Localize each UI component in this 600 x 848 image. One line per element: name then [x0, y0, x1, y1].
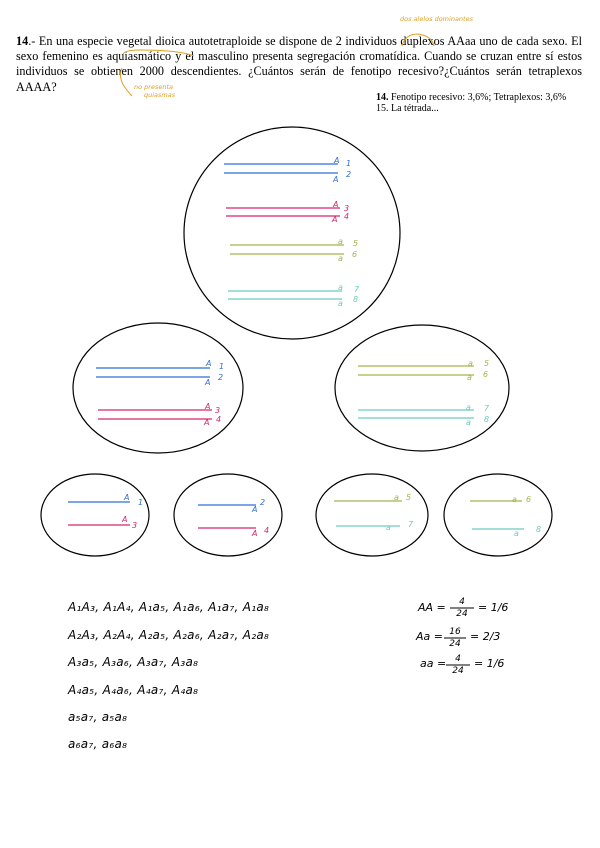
label-num: 2 [346, 170, 352, 179]
label-allele: a [338, 254, 343, 263]
big-cell-chromatids [224, 164, 344, 299]
label-num: 8 [484, 415, 490, 424]
label-num: 2 [260, 498, 266, 507]
answer-number: 14. [376, 92, 389, 103]
label-num: 6 [526, 495, 532, 504]
big-cell-labels [331, 156, 360, 308]
annotation-curve-left [120, 68, 132, 96]
freq-result-aa: = 1/6 [478, 601, 509, 614]
label-allele: a [338, 283, 343, 292]
label-num: 8 [536, 525, 542, 534]
answer-text: Fenotipo recesivo: 3,6%; Tetraplexos: 3,6% [388, 92, 567, 103]
label-allele: A [205, 378, 211, 387]
problem-text-2: y el masculino presenta segregación cromatídica. Cuando se cruzan entre sí estos individuos se obtienen 2000 descendientes. ¿Cuántos serán de fenotipo recesivo?¿Cuántos serán tetraplexos AAAA? [16, 49, 582, 94]
label-num: 1 [138, 498, 144, 507]
label-num: 7 [354, 285, 360, 294]
mid-left-chromatids [96, 368, 212, 419]
combination-row: a₅a₇, a₅a₈ [68, 710, 128, 724]
label-num: 6 [352, 250, 358, 259]
label-num: 3 [344, 204, 350, 213]
label-allele: a [466, 403, 471, 412]
label-num: 7 [408, 520, 414, 529]
annotation-top: dos alelos dominantes [400, 15, 473, 23]
freq-num-rec: 4 [455, 654, 461, 664]
combination-row: A₂A₃, A₂A₄, A₂a₅, A₂a₆, A₂a₇, A₂a₈ [68, 628, 270, 642]
mid-left-labels [203, 359, 224, 427]
label-allele: A [334, 156, 340, 165]
gamete-cell-3 [316, 474, 428, 556]
freq-label-het: Aa = [416, 630, 443, 643]
label-num: 7 [484, 404, 490, 413]
freq-result-rec: = 1/6 [474, 657, 505, 670]
annotation-underline [123, 50, 194, 56]
label-allele: a [514, 529, 519, 538]
gamete-cell-2 [174, 474, 282, 556]
label-num: 3 [132, 521, 138, 530]
gamete-cell-4 [444, 474, 552, 556]
combination-row: A₄a₅, A₄a₆, A₄a₇, A₄a₈ [68, 683, 199, 697]
label-num: 5 [484, 359, 490, 368]
label-num: 2 [218, 373, 224, 382]
label-allele: a [468, 359, 473, 368]
label-allele: A [252, 505, 258, 514]
freq-den-het: 24 [449, 639, 461, 649]
label-allele: a [512, 495, 517, 504]
daughter-cell-right [335, 325, 509, 451]
combination-row: A₁A₃, A₁A₄, A₁a₅, A₁a₆, A₁a₇, A₁a₈ [68, 600, 270, 614]
label-num: 1 [346, 159, 352, 168]
label-num: 4 [344, 212, 350, 221]
label-allele: A [333, 200, 339, 209]
label-allele: a [386, 523, 391, 532]
label-allele: A [333, 175, 339, 184]
gamete-labels [121, 493, 541, 538]
label-allele: A [122, 515, 128, 524]
parent-cell [184, 127, 400, 339]
annotation-left-1: no presenta [134, 83, 173, 91]
label-allele: A [332, 215, 338, 224]
label-allele: a [394, 493, 399, 502]
label-num: 6 [483, 370, 489, 379]
label-allele: A [204, 418, 210, 427]
label-num: 8 [353, 295, 359, 304]
freq-label-aa: AA = [418, 601, 446, 614]
annotation-curve-top [402, 34, 434, 46]
label-allele: a [338, 299, 343, 308]
aquiasmatico-word: aquiasmático [106, 49, 172, 64]
label-allele: a [467, 373, 472, 382]
freq-label-rec: aa = [420, 657, 447, 670]
combination-row: A₃a₅, A₃a₆, A₃a₇, A₃a₈ [68, 655, 199, 669]
label-num: 5 [353, 239, 359, 248]
label-num: 5 [406, 493, 412, 502]
label-num: 4 [216, 415, 222, 424]
freq-num-aa: 4 [459, 597, 465, 607]
freq-result-het: = 2/3 [470, 630, 501, 643]
daughter-cell-left [73, 323, 243, 453]
problem-text-1: .- En una especie vegetal dioica autotetraploide se dispone de 2 individuos duplexos AAaa uno de cada sexo. El sexo femenino es [16, 34, 582, 64]
combination-row: a₆a₇, a₆a₈ [68, 737, 128, 751]
label-allele: A [206, 359, 212, 368]
freq-den-rec: 24 [452, 666, 464, 676]
label-num: 3 [215, 406, 221, 415]
annotation-left-2: quiasmas [144, 91, 176, 99]
label-allele: A [124, 493, 130, 502]
answer-cut-line: 15. La tétrada... [376, 103, 439, 114]
problem-number: 14 [16, 34, 29, 48]
label-allele: a [338, 237, 343, 246]
label-allele: a [466, 418, 471, 427]
mid-right-labels [466, 359, 490, 427]
mid-right-chromatids [358, 366, 474, 418]
gamete-cell-1 [41, 474, 149, 556]
label-allele: A [252, 529, 258, 538]
freq-den-aa: 24 [456, 609, 468, 619]
label-num: 4 [264, 526, 270, 535]
label-num: 1 [219, 362, 225, 371]
label-allele: A [205, 402, 211, 411]
freq-num-het: 16 [449, 627, 461, 637]
